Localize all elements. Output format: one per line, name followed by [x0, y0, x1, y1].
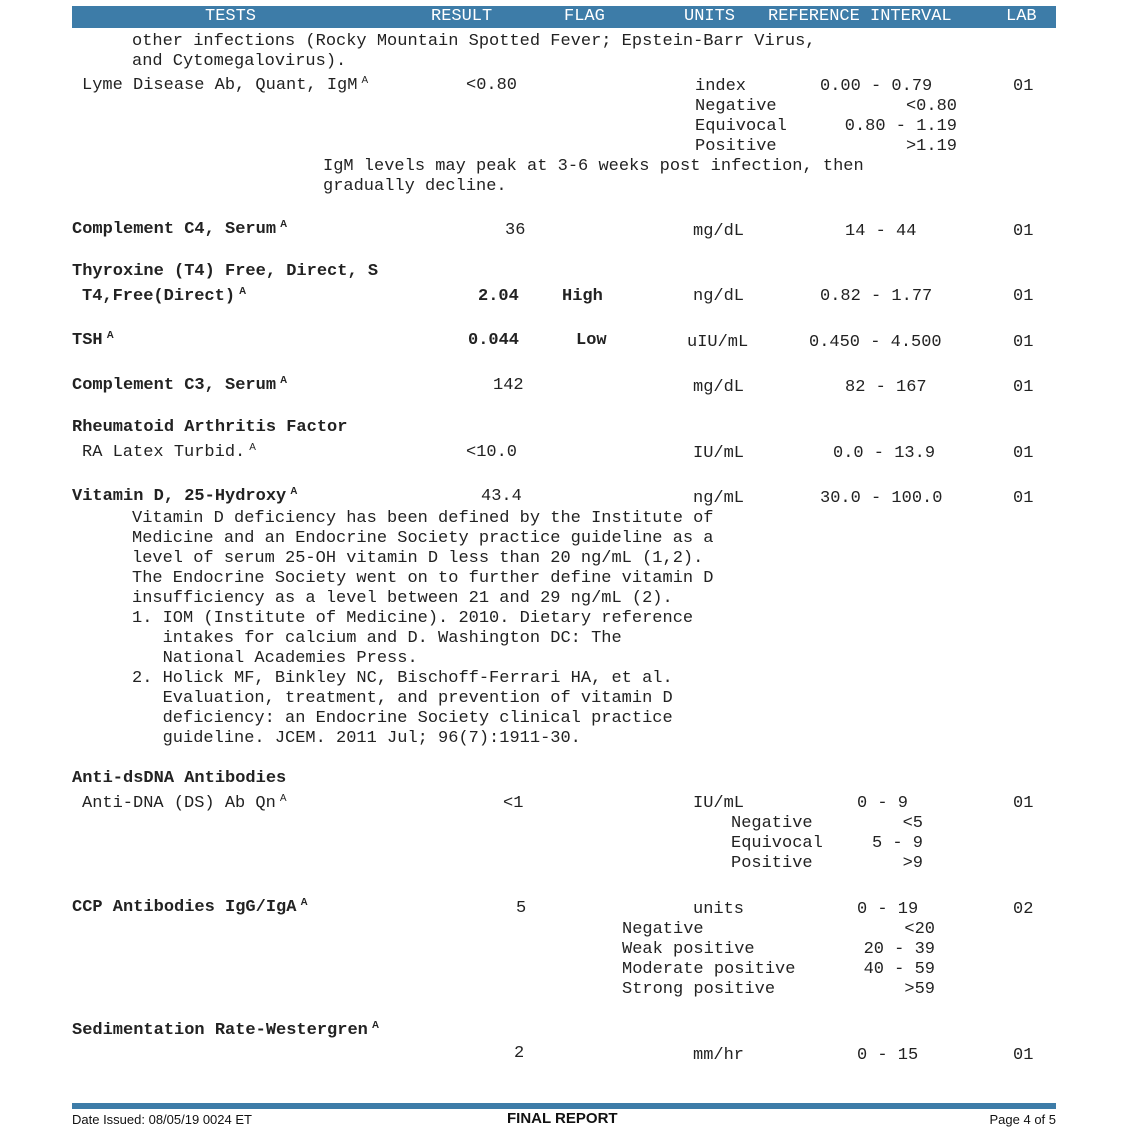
test-name: TSH $^A$: [72, 330, 114, 350]
interp-value: <5: [902, 814, 923, 833]
test-note: IgM levels may peak at 3-6 weeks post infection, then: [323, 157, 864, 176]
interp-label: Negative: [622, 920, 704, 939]
test-range: 0 - 9: [857, 794, 909, 813]
test-units: mg/dL: [693, 222, 745, 241]
test-group: Anti-dsDNA Antibodies: [72, 769, 287, 788]
test-result: <1: [503, 794, 524, 813]
continuation-line: and Cytomegalovirus).: [132, 52, 347, 71]
col-lab: LAB: [1006, 7, 1037, 26]
test-lab: 01: [1013, 222, 1034, 241]
test-result: 43.4: [481, 487, 522, 506]
test-lab: 01: [1013, 287, 1034, 306]
interp-value: 0.80 - 1.19: [844, 117, 957, 136]
test-group: Rheumatoid Arthritis Factor: [72, 418, 348, 437]
interp-label: Weak positive: [622, 940, 755, 959]
test-units: IU/mL: [693, 794, 745, 813]
footer-divider: [72, 1103, 1056, 1109]
interp-value: >1.19: [905, 137, 957, 156]
test-lab: 01: [1013, 444, 1034, 463]
test-ref: National Academies Press.: [132, 649, 418, 668]
test-group: Thyroxine (T4) Free, Direct, S: [72, 262, 379, 281]
interp-label: Moderate positive: [622, 960, 796, 979]
test-note: Vitamin D deficiency has been defined by the Institute of: [132, 509, 714, 528]
interp-value: 20 - 39: [863, 940, 935, 959]
test-lab: 01: [1013, 378, 1034, 397]
test-result: 0.044: [468, 331, 520, 350]
date-issued: Date Issued: 08/05/19 0024 ET: [72, 1112, 252, 1127]
test-lab: 02: [1013, 900, 1034, 919]
test-flag: High: [562, 287, 603, 306]
test-name: T4,Free(Direct) $^A$: [82, 286, 247, 306]
table-header: [72, 6, 1056, 28]
test-note: level of serum 25-OH vitamin D less than 20 ng/mL (1,2).: [132, 549, 704, 568]
test-result: <10.0: [466, 443, 518, 462]
test-ref: Evaluation, treatment, and prevention of vitamin D: [132, 689, 673, 708]
page-number: Page 4 of 5: [989, 1112, 1056, 1127]
test-range: 0.82 - 1.77: [820, 287, 933, 306]
test-ref: 2. Holick MF, Binkley NC, Bischoff-Ferrari HA, et al.: [132, 669, 673, 688]
test-units: ng/mL: [693, 489, 745, 508]
test-lab: 01: [1013, 333, 1034, 352]
test-flag: Low: [576, 331, 607, 350]
test-name: Lyme Disease Ab, Quant, IgM $^A$: [82, 75, 369, 95]
test-name: Complement C4, Serum $^A$: [72, 219, 288, 239]
col-flag: FLAG: [564, 7, 605, 26]
test-result: 5: [516, 899, 527, 918]
test-ref: 1. IOM (Institute of Medicine). 2010. Dietary reference: [132, 609, 694, 628]
test-result: 2.04: [478, 287, 519, 306]
test-note: insufficiency as a level between 21 and 29 ng/mL (2).: [132, 589, 673, 608]
test-result: 36: [505, 221, 526, 240]
test-units: mm/hr: [693, 1046, 745, 1065]
test-note: Medicine and an Endocrine Society practice guideline as a: [132, 529, 714, 548]
test-lab: 01: [1013, 794, 1034, 813]
col-tests: TESTS: [205, 7, 257, 26]
test-units: units: [693, 900, 745, 919]
test-note: gradually decline.: [323, 177, 507, 196]
test-result: 2: [514, 1044, 525, 1063]
interp-label: Equivocal: [695, 117, 787, 136]
interp-value: <0.80: [905, 97, 957, 116]
test-units: index: [695, 77, 747, 96]
col-units: UNITS: [684, 7, 736, 26]
test-range: 0.450 - 4.500: [809, 333, 942, 352]
test-range: 82 - 167: [845, 378, 927, 397]
interp-value: >9: [902, 854, 923, 873]
interp-value: 40 - 59: [863, 960, 935, 979]
test-result: 142: [493, 376, 524, 395]
interp-label: Positive: [731, 854, 813, 873]
test-range: 0 - 15: [857, 1046, 919, 1065]
test-name: Complement C3, Serum $^A$: [72, 375, 288, 395]
test-range: 0 - 19: [857, 900, 919, 919]
test-range: 0.00 - 0.79: [820, 77, 933, 96]
test-name: Vitamin D, 25-Hydroxy $^A$: [72, 486, 298, 506]
interp-value: >59: [904, 980, 935, 999]
test-name: RA Latex Turbid. $^A$: [82, 442, 256, 462]
test-lab: 01: [1013, 489, 1034, 508]
interp-label: Positive: [695, 137, 777, 156]
report-status: FINAL REPORT: [507, 1110, 618, 1127]
test-units: ng/dL: [693, 287, 745, 306]
test-result: <0.80: [466, 76, 518, 95]
interp-label: Strong positive: [622, 980, 776, 999]
test-ref: intakes for calcium and D. Washington DC: The: [132, 629, 622, 648]
test-units: mg/dL: [693, 378, 745, 397]
test-lab: 01: [1013, 77, 1034, 96]
test-range: 0.0 - 13.9: [833, 444, 936, 463]
continuation-line: other infections (Rocky Mountain Spotted Fever; Epstein-Barr Virus,: [132, 32, 816, 51]
test-units: uIU/mL: [687, 333, 749, 352]
interp-label: Equivocal: [731, 834, 823, 853]
interp-label: Negative: [695, 97, 777, 116]
interp-value: <20: [904, 920, 935, 939]
test-note: The Endocrine Society went on to further define vitamin D: [132, 569, 714, 588]
test-units: IU/mL: [693, 444, 745, 463]
test-name: Anti-DNA (DS) Ab Qn $^A$: [82, 793, 287, 813]
test-ref: guideline. JCEM. 2011 Jul; 96(7):1911-30.: [132, 729, 581, 748]
test-range: 14 - 44: [845, 222, 917, 241]
col-result: RESULT: [431, 7, 493, 26]
interp-label: Negative: [731, 814, 813, 833]
test-name: CCP Antibodies IgG/IgA $^A$: [72, 897, 308, 917]
test-lab: 01: [1013, 1046, 1034, 1065]
test-name: Sedimentation Rate-Westergren $^A$: [72, 1020, 380, 1040]
interp-value: 5 - 9: [871, 834, 923, 853]
col-reference: REFERENCE INTERVAL: [768, 7, 952, 26]
test-ref: deficiency: an Endocrine Society clinical practice: [132, 709, 673, 728]
test-range: 30.0 - 100.0: [820, 489, 943, 508]
